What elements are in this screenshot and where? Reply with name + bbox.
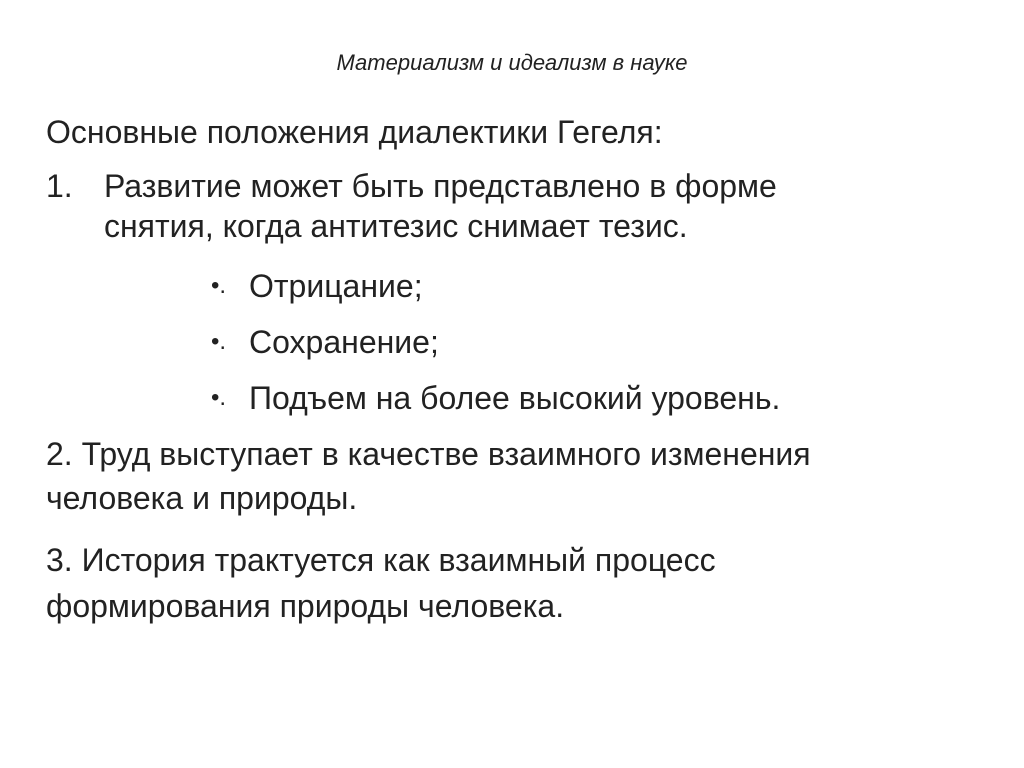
- item1-text-line1: Развитие может быть представлено в форме: [104, 168, 777, 204]
- sub-item-text: Отрицание;: [249, 268, 423, 304]
- bullet-icon: •.: [211, 384, 227, 411]
- bullet-icon: •.: [211, 272, 227, 299]
- heading: Основные положения диалектики Гегеля:: [46, 114, 663, 150]
- item2-text-line1: 2. Труд выступает в качестве взаимного изменения: [46, 436, 811, 472]
- item3-text-line1: 3. История трактуется как взаимный процесс: [46, 542, 716, 578]
- slide-title: Материализм и идеализм в науке: [336, 50, 688, 75]
- item2-text-line2: человека и природы.: [46, 480, 358, 516]
- item1-number: 1.: [46, 168, 73, 204]
- item1-text-line2: снятия, когда антитезис снимает тезис.: [104, 208, 688, 244]
- bullet-icon: •.: [211, 328, 227, 355]
- sub-item-text: Сохранение;: [249, 324, 439, 360]
- item3-text-line2: формирования природы человека.: [46, 588, 565, 624]
- sub-item-text: Подъем на более высокий уровень.: [249, 380, 781, 416]
